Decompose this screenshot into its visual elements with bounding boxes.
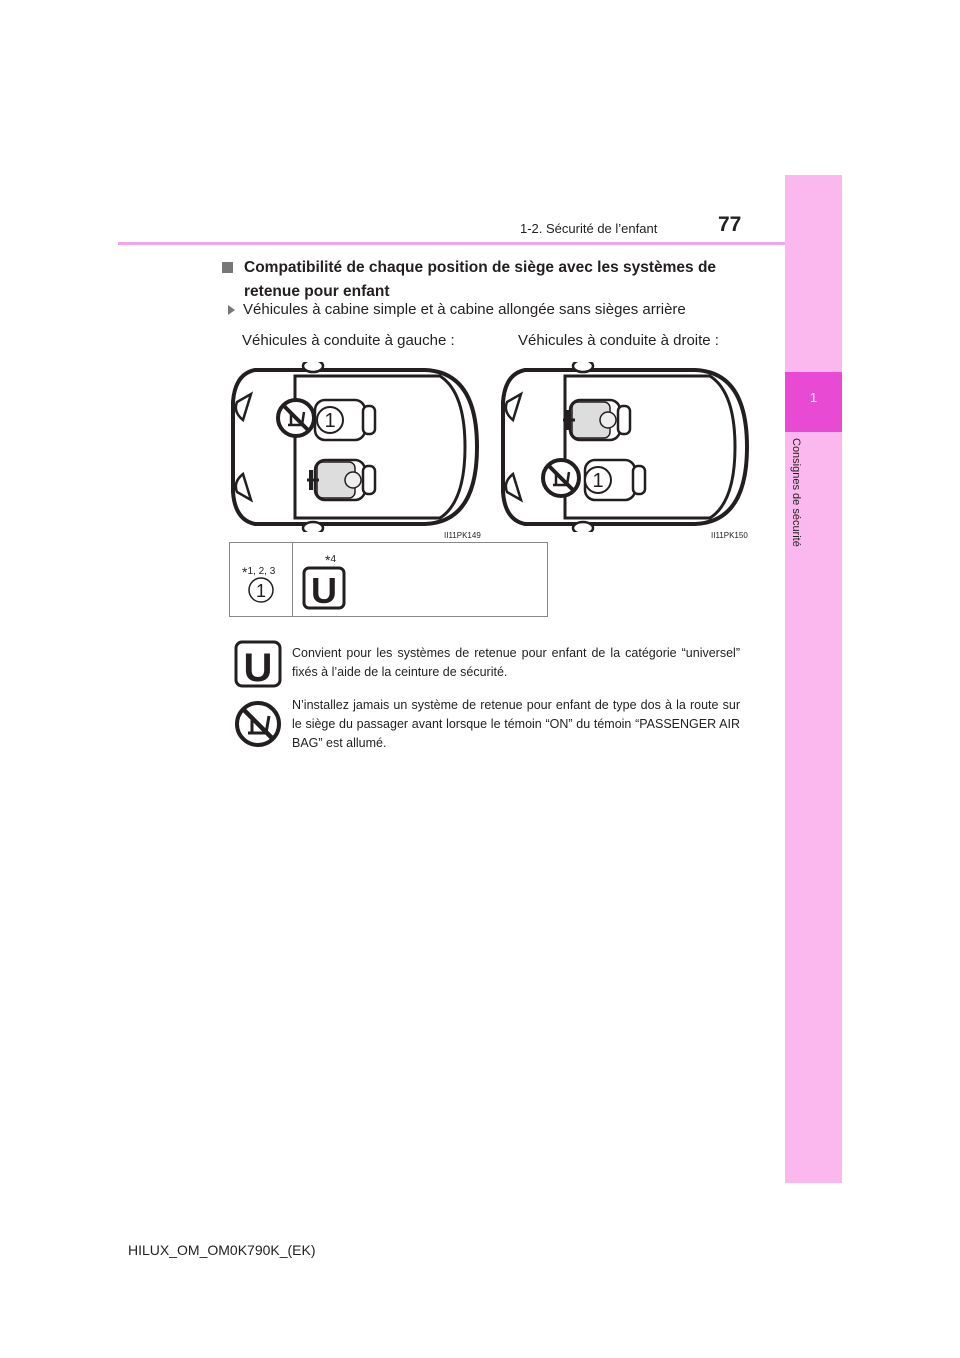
svg-text:U: U: [311, 570, 337, 610]
no-rear-facing-seat-icon: [543, 460, 579, 496]
section-title: 1-2. Sécurité de l’enfant: [520, 221, 658, 236]
universal-icon: [302, 566, 346, 610]
seat-number-left: 1: [324, 410, 336, 432]
heading-text: Compatibilité de chaque position de siège avec les systèmes de retenue pour enfant: [244, 259, 717, 300]
page-number: 77: [718, 213, 742, 236]
legend-note-2: [325, 549, 337, 568]
figure-code-right: II11PK150: [711, 531, 748, 540]
universal-icon: [234, 640, 282, 688]
chapter-number: 1: [809, 390, 818, 405]
triangle-bullet-icon: [228, 305, 235, 315]
square-bullet-icon: [222, 262, 233, 273]
legend-note-1: [242, 561, 276, 580]
definition-text: Convient pour les systèmes de retenue pour enfant de la catégorie “universel” fixés à l’aide de la ceinture de sécurité.: [292, 646, 740, 679]
legend-table: [229, 542, 548, 617]
side-tab: [785, 175, 842, 1183]
svg-text:1: 1: [255, 581, 267, 601]
right-hand-drive-label: Véhicules à conduite à droite :: [518, 332, 719, 349]
chapter-label: Consignes de sécurité: [790, 438, 802, 547]
seat-number-right: 1: [592, 470, 604, 492]
subheading: [228, 301, 686, 318]
asterisk: *: [325, 552, 331, 568]
svg-text:U: U: [243, 646, 273, 688]
legend-divider: [292, 543, 293, 616]
section-heading: [222, 256, 752, 304]
footer-code: HILUX_OM_OM0K790K_(EK): [128, 1242, 316, 1258]
rhd-car-diagram: [495, 362, 755, 532]
header-rule: [118, 242, 785, 245]
seat-number-icon: [247, 576, 275, 604]
figure-code-left: II11PK149: [444, 531, 481, 540]
no-rear-facing-seat-icon: [278, 400, 314, 436]
left-hand-drive-label: Véhicules à conduite à gauche :: [242, 332, 455, 349]
legend-note-2-text: 4: [330, 554, 337, 565]
subheading-text: Véhicules à cabine simple et à cabine allongée sans sièges arrière: [243, 301, 686, 318]
asterisk: *: [242, 564, 248, 580]
no-rear-facing-seat-icon: [234, 700, 282, 748]
definition-text: N’installez jamais un système de retenue pour enfant de type dos à la route sur le siège du passager avant lorsque le témoin “ON” du témoin “PASSENGER AIR BAG” est allumé.: [292, 698, 740, 750]
lhd-car-diagram: [225, 362, 485, 532]
legend-note-1-text: 1, 2, 3: [247, 566, 276, 577]
